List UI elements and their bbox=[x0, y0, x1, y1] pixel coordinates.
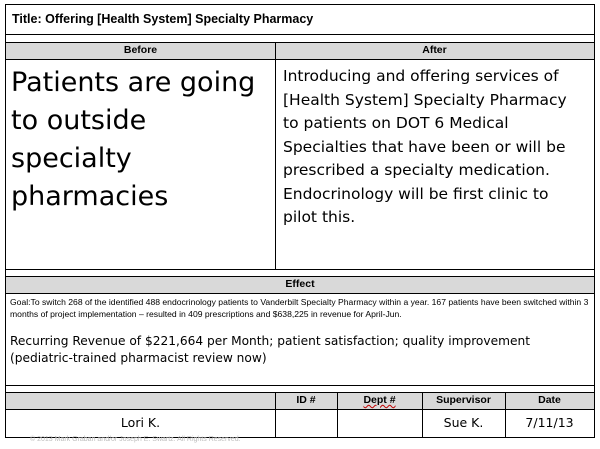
dept-header bbox=[337, 393, 422, 409]
after-header: After bbox=[422, 44, 447, 56]
supervisor-value: Sue K. bbox=[443, 415, 484, 430]
id-header: ID # bbox=[296, 394, 316, 406]
effect-spacer bbox=[6, 269, 594, 277]
after-content: Introducing and offering services of [Health System] Specialty Pharmacy to patients on DOT 6 Medical Specialties that have been or will be prescribed a specialty medication. Endocrinology will be first clinic to pilot this. bbox=[283, 67, 567, 226]
id-value bbox=[275, 410, 337, 437]
title-spacer bbox=[6, 35, 594, 43]
supervisor-header: Supervisor bbox=[436, 394, 491, 406]
effect-recurring-text: Recurring Revenue of $221,664 per Month; patient satisfaction; quality improvement (pediatric-trained pharmacist review now) bbox=[10, 334, 530, 365]
form-title: Title: Offering [Health System] Specialty Pharmacy bbox=[6, 5, 594, 35]
before-header: Before bbox=[123, 44, 158, 56]
name-value: Lori K. bbox=[120, 415, 161, 430]
dept-value bbox=[337, 410, 422, 437]
signoff-values-row bbox=[6, 410, 594, 437]
signoff-spacer bbox=[6, 385, 594, 393]
before-after-header-row bbox=[6, 43, 594, 60]
effect-goal-text: Goal:To switch 268 of the identified 488 endocrinology patients to Vanderbilt Specialty Pharmacy within a year. 167 patients have been switched within 3 months of project implementation – resulted in 409 prescriptions and $638,225 in revenue for April-Jun. bbox=[10, 297, 589, 319]
name-header bbox=[6, 393, 275, 409]
effect-header-row bbox=[6, 277, 594, 294]
copyright-notice: © 2013 Mark Graban and/or Joseph E. Swartz. All Rights Reserved. bbox=[30, 436, 241, 443]
before-after-divider bbox=[275, 43, 276, 269]
date-value: 7/11/13 bbox=[525, 415, 574, 430]
date-header: Date bbox=[538, 394, 561, 406]
before-content: Patients are going to outside specialty pharmacies bbox=[11, 67, 256, 212]
effect-header: Effect bbox=[285, 278, 315, 290]
dept-header-label: Dept # bbox=[363, 394, 396, 406]
a3-form bbox=[5, 4, 595, 438]
